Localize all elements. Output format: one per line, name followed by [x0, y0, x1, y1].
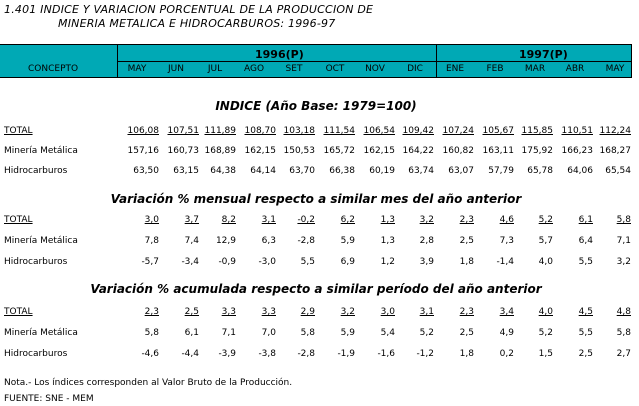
table-cell: 2,5 [578, 349, 593, 359]
table-cell: -0,2 [297, 215, 315, 225]
header-top-rule [0, 44, 632, 45]
table-cell: 111,89 [204, 126, 236, 136]
footnote: Nota.- Los índices corresponden al Valor Bruto de la Producción. [4, 378, 293, 388]
table-cell: 160,82 [442, 146, 474, 156]
table-cell: 5,9 [340, 236, 355, 246]
table-cell: 3,1 [419, 307, 434, 317]
table-cell: 2,3 [144, 307, 159, 317]
table-cell: 107,24 [442, 126, 474, 136]
table-cell: 5,5 [578, 257, 593, 267]
table-cell: 2,3 [459, 307, 474, 317]
table-cell: 3,3 [261, 307, 276, 317]
table-cell: 12,9 [215, 236, 236, 246]
table-cell: 106,08 [127, 126, 159, 136]
month-header: MAY [127, 64, 147, 74]
month-header: SET [285, 64, 303, 74]
table-cell: 7,4 [184, 236, 199, 246]
table-cell: 3,0 [380, 307, 395, 317]
table-cell: 5,5 [578, 328, 593, 338]
month-header: AGO [243, 64, 265, 74]
table-cell: 3,4 [499, 307, 514, 317]
table-cell: 157,16 [127, 146, 159, 156]
table-cell: 160,73 [167, 146, 199, 156]
table-cell: 1,5 [538, 349, 553, 359]
table-cell: 3,0 [144, 215, 159, 225]
table-cell: 6,1 [578, 215, 593, 225]
table-cell: 5,8 [144, 328, 159, 338]
table-cell: 108,70 [244, 126, 276, 136]
table-cell: 6,4 [578, 236, 593, 246]
table-cell: -4,4 [181, 349, 199, 359]
table-cell: 3,1 [261, 215, 276, 225]
table-cell: 63,50 [133, 166, 159, 176]
table-cell: 7,1 [221, 328, 236, 338]
table-cell: 6,2 [340, 215, 355, 225]
month-header: MAR [524, 64, 546, 74]
month-header: DIC [407, 64, 423, 74]
section-title: Variación % mensual respecto a similar mes del año anterior [110, 192, 522, 206]
table-cell: 2,8 [419, 236, 434, 246]
column-header-concepto: CONCEPTO [28, 64, 79, 74]
month-header: JUN [168, 64, 184, 74]
table-cell: 5,4 [380, 328, 395, 338]
table-cell: 111,54 [323, 126, 355, 136]
row-label: Hidrocarburos [4, 257, 68, 267]
table-cell: -1,9 [337, 349, 355, 359]
table-cell: 3,9 [419, 257, 434, 267]
table-row [0, 349, 639, 363]
table-cell: -5,7 [141, 257, 159, 267]
table-cell: 2,9 [300, 307, 315, 317]
table-cell: 65,78 [527, 166, 553, 176]
table-cell: 5,7 [538, 236, 553, 246]
table-cell: 63,70 [289, 166, 315, 176]
table-row [0, 328, 639, 342]
table-row [0, 236, 639, 250]
table-cell: 107,51 [167, 126, 199, 136]
table-cell: 2,7 [616, 349, 631, 359]
table-cell: 5,2 [538, 215, 553, 225]
table-cell: 1,2 [380, 257, 395, 267]
row-label: TOTAL [4, 215, 33, 225]
month-header: FEB [486, 64, 504, 74]
table-row [0, 257, 639, 271]
month-header: ENE [445, 64, 465, 74]
table-cell: -2,8 [297, 349, 315, 359]
table-cell: 2,5 [459, 236, 474, 246]
table-cell: 4,5 [578, 307, 593, 317]
table-cell: 168,89 [204, 146, 236, 156]
source-line: FUENTE: SNE - MEM [4, 394, 94, 404]
table-cell: 0,2 [499, 349, 514, 359]
table-cell: 5,8 [616, 215, 631, 225]
row-label: Minería Metálica [4, 146, 78, 156]
table-cell: 6,9 [340, 257, 355, 267]
table-cell: 105,67 [482, 126, 514, 136]
table-cell: 5,2 [538, 328, 553, 338]
table-cell: -3,0 [258, 257, 276, 267]
section-title: INDICE (Año Base: 1979=100) [215, 99, 417, 113]
table-cell: 2,5 [184, 307, 199, 317]
table-cell: -3,4 [181, 257, 199, 267]
table-cell: -0,9 [218, 257, 236, 267]
month-header: MAY [605, 64, 625, 74]
table-cell: 5,8 [616, 328, 631, 338]
month-header: ABR [565, 64, 585, 74]
table-cell: -1,6 [377, 349, 395, 359]
table-cell: -1,4 [496, 257, 514, 267]
table-cell: 165,72 [323, 146, 355, 156]
table-cell: 60,19 [369, 166, 395, 176]
year-header-1997: 1997(P) [519, 48, 568, 61]
table-cell: 168,27 [599, 146, 631, 156]
table-cell: 66,38 [329, 166, 355, 176]
table-cell: 2,5 [459, 328, 474, 338]
table-row [0, 166, 639, 180]
table-cell: 1,3 [380, 215, 395, 225]
table-cell: 65,54 [605, 166, 631, 176]
table-title-line1: 1.401 INDICE Y VARIACION PORCENTUAL DE LA PRODUCCION DE [4, 3, 374, 16]
table-cell: -4,6 [141, 349, 159, 359]
row-label: Hidrocarburos [4, 166, 68, 176]
table-row [0, 126, 639, 140]
table-cell: -2,8 [297, 236, 315, 246]
month-header: JUL [207, 64, 223, 74]
table-cell: 175,92 [521, 146, 553, 156]
month-header: OCT [325, 64, 345, 74]
table-cell: 63,74 [408, 166, 434, 176]
table-cell: 5,8 [300, 328, 315, 338]
table-cell: 4,6 [499, 215, 514, 225]
row-label: Minería Metálica [4, 328, 78, 338]
table-cell: 4,0 [538, 257, 553, 267]
table-cell: 3,7 [184, 215, 199, 225]
table-cell: 2,3 [459, 215, 474, 225]
section-title: Variación % acumulada respecto a similar período del año anterior [90, 282, 542, 296]
month-header: NOV [365, 64, 385, 74]
table-cell: 162,15 [363, 146, 395, 156]
table-cell: -3,9 [218, 349, 236, 359]
table-cell: 110,51 [561, 126, 593, 136]
table-cell: 4,9 [499, 328, 514, 338]
table-title-line2: MINERIA METALICA E HIDROCARBUROS: 1996-97 [58, 17, 336, 30]
table-cell: 5,9 [340, 328, 355, 338]
header-mid-rule [117, 61, 632, 62]
row-label: Minería Metálica [4, 236, 78, 246]
table-cell: 4,0 [538, 307, 553, 317]
table-cell: 8,2 [221, 215, 236, 225]
table-cell: 162,15 [244, 146, 276, 156]
table-cell: 64,14 [250, 166, 276, 176]
table-cell: -3,8 [258, 349, 276, 359]
year-header-1996: 1996(P) [255, 48, 304, 61]
table-cell: 166,23 [561, 146, 593, 156]
table-cell: 164,22 [402, 146, 434, 156]
table-cell: 1,8 [459, 349, 474, 359]
table-cell: 7,8 [144, 236, 159, 246]
row-label: TOTAL [4, 307, 33, 317]
table-cell: 163,11 [482, 146, 514, 156]
table-cell: 109,42 [402, 126, 434, 136]
table-cell: 106,54 [363, 126, 395, 136]
table-cell: 1,3 [380, 236, 395, 246]
table-cell: 115,85 [521, 126, 553, 136]
table-cell: 6,3 [261, 236, 276, 246]
table-row [0, 307, 639, 321]
table-cell: 3,2 [340, 307, 355, 317]
table-cell: 3,2 [419, 215, 434, 225]
table-row [0, 215, 639, 229]
table-cell: 1,8 [459, 257, 474, 267]
table-cell: 6,1 [184, 328, 199, 338]
table-cell: 5,2 [419, 328, 434, 338]
table-cell: 3,2 [616, 257, 631, 267]
table-cell: 63,15 [173, 166, 199, 176]
table-row [0, 146, 639, 160]
table-cell: 3,3 [221, 307, 236, 317]
table-cell: 7,0 [261, 328, 276, 338]
table-cell: 5,5 [300, 257, 315, 267]
table-cell: 7,3 [499, 236, 514, 246]
table-cell: -1,2 [416, 349, 434, 359]
table-cell: 7,1 [616, 236, 631, 246]
table-cell: 112,24 [599, 126, 631, 136]
header-bottom-rule [0, 77, 632, 78]
table-cell: 57,79 [488, 166, 514, 176]
table-cell: 63,07 [448, 166, 474, 176]
table-cell: 64,06 [567, 166, 593, 176]
row-label: Hidrocarburos [4, 349, 68, 359]
table-cell: 103,18 [283, 126, 315, 136]
row-label: TOTAL [4, 126, 33, 136]
table-cell: 64,38 [210, 166, 236, 176]
table-cell: 150,53 [283, 146, 315, 156]
table-cell: 4,8 [616, 307, 631, 317]
